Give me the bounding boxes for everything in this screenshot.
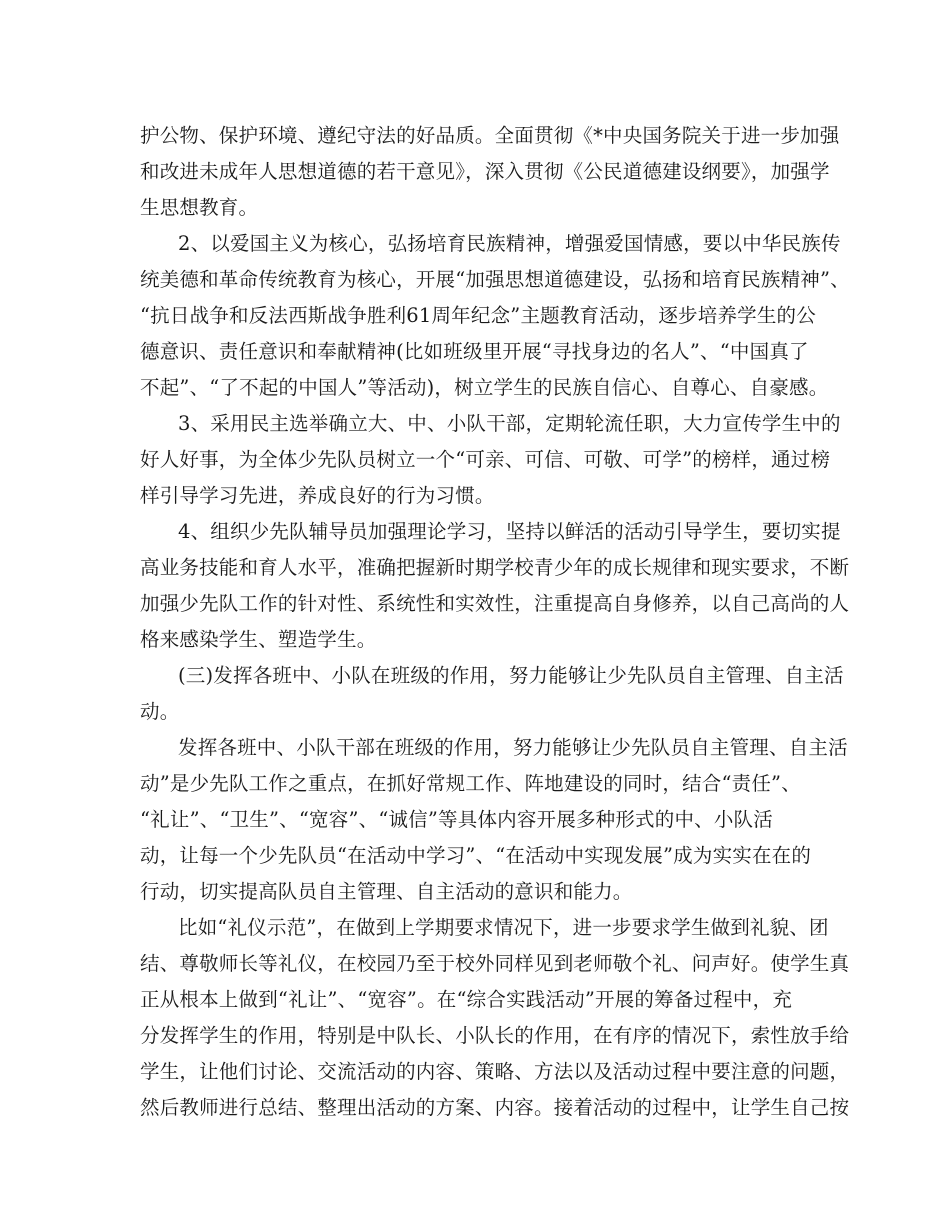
text-line: 动，让每一个少先队员“在活动中学习”、“在活动中实现发展”成为实实在在的 [140,844,812,867]
text-line: 格来感染学生、塑造学生。 [140,628,377,651]
text-line: (三)发挥各班中、小队在班级的作用，努力能够让少先队员自主管理、自主活 [178,664,844,687]
text-line: 和改进未成年人思想道德的若干意见》，深入贯彻《公民道德建设纲要》，加强学 [140,160,830,183]
text-line: “礼让”、“卫生”、“宽容”、“诚信”等具体内容开展多种形式的中、小队活 [140,808,773,831]
text-line: 不起”、“了不起的中国人”等活动)，树立学生的民族自信心、自尊心、自豪感。 [140,376,829,399]
text-line: 正从根本上做到“礼让”、“宽容”。在“综合实践活动”开展的筹备过程中，充 [140,988,793,1011]
text-line: 加强少先队工作的针对性、系统性和实效性，注重提高自身修养，以自己高尚的人 [140,592,850,615]
text-line: 动。 [140,700,180,723]
text-line: 样引导学习先进，养成良好的行为习惯。 [140,484,495,507]
text-line: 高业务技能和育人水平，准确把握新时期学校青少年的成长规律和现实要求，不断 [140,556,850,579]
document-page [140,118,850,1126]
text-line: 2、以爱国主义为核心，弘扬培育民族精神，增强爱国情感，要以中华民族传 [178,232,841,255]
text-line: 学生，让他们讨论、交流活动的内容、策略、方法以及活动过程中要注意的问题， [140,1060,850,1083]
text-line: 德意识、责任意识和奉献精神(比如班级里开展“寻找身边的名人”、“中国真了 [140,340,809,363]
text-line: 发挥各班中、小队干部在班级的作用，努力能够让少先队员自主管理、自主活 [178,736,848,759]
text-line: “抗日战争和反法西斯战争胜利61周年纪念”主题教育活动，逐步培养学生的公 [140,304,816,327]
text-line: 4、组织少先队辅导员加强理论学习，坚持以鲜活的活动引导学生，要切实提 [178,520,841,543]
text-line: 动”是少先队工作之重点，在抓好常规工作、阵地建设的同时，结合“责任”、 [140,772,801,795]
text-line: 好人好事，为全体少先队员树立一个“可亲、可信、可敬、可学”的榜样，通过榜 [140,448,831,471]
text-line: 统美德和革命传统教育为核心，开展“加强思想道德建设，弘扬和培育民族精神”、 [140,268,850,291]
text-line: 护公物、保护环境、遵纪守法的好品质。全面贯彻《*中央国务院关于进一步加强 [140,124,840,147]
text-line: 然后教师进行总结、整理出活动的方案、内容。接着活动的过程中，让学生自己按 [140,1096,850,1119]
text-line: 分发挥学生的作用，特别是中队长、小队长的作用，在有序的情况下，索性放手给 [140,1024,850,1047]
text-line: 生思想教育。 [140,196,259,219]
text-line: 3、采用民主选举确立大、中、小队干部，定期轮流任职，大力宣传学生中的 [178,412,841,435]
text-line: 行动，切实提高队员自主管理、自主活动的意识和能力。 [140,880,633,903]
text-line: 比如“礼仪示范”，在做到上学期要求情况下，进一步要求学生做到礼貌、团 [178,916,829,939]
text-line: 结、尊敬师长等礼仪，在校园乃至于校外同样见到老师敬个礼、问声好。使学生真 [140,952,850,975]
